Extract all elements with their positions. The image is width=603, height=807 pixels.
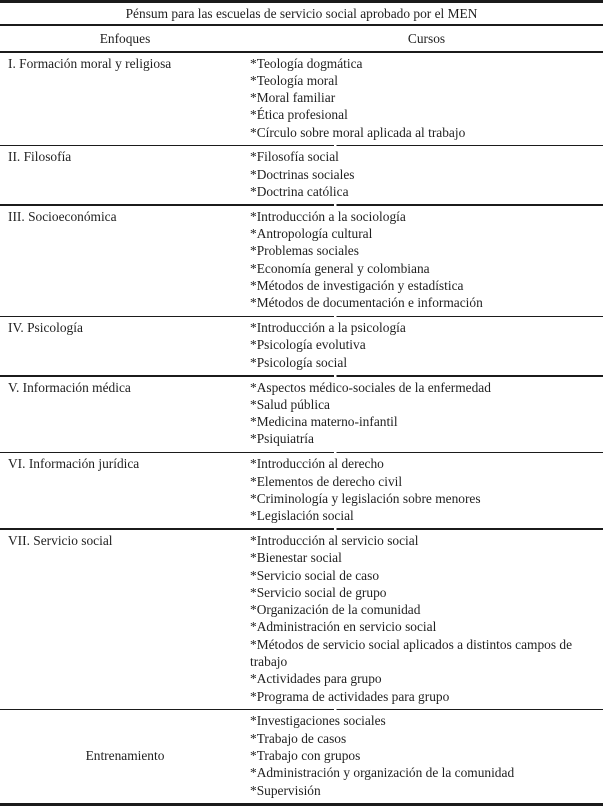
curso-item: *Psiquiatría <box>250 431 314 447</box>
column-header-cursos: Cursos <box>407 30 446 46</box>
curso-item: *Supervisión <box>250 782 321 798</box>
curso-item: *Economía general y colombiana <box>250 260 430 276</box>
curso-item: *Métodos de investigación y estadística <box>250 278 464 294</box>
curso-item: *Administración y organización de la comunidad <box>250 765 515 781</box>
curso-item: *Métodos de servicio social aplicados a distintos campos de trabajo <box>250 636 573 669</box>
table-row <box>0 530 603 709</box>
curso-item: *Doctrina católica <box>250 184 349 200</box>
curso-item: *Problemas sociales <box>250 243 359 259</box>
curso-item: *Aspectos médico-sociales de la enfermedad <box>250 379 491 395</box>
enfoque-cell: Entrenamiento <box>85 747 165 763</box>
table-bottom-rule <box>0 803 603 806</box>
curso-item: *Ética profesional <box>250 107 348 123</box>
curso-item: *Medicina materno-infantil <box>250 414 398 430</box>
curso-item: *Doctrinas sociales <box>250 166 355 182</box>
curso-item: *Salud pública <box>250 396 330 412</box>
curso-item: *Moral familiar <box>250 90 336 106</box>
cursos-cell <box>250 53 603 145</box>
cursos-cell <box>250 530 603 709</box>
curso-item: *Antropología cultural <box>250 226 373 242</box>
table-row <box>0 710 603 802</box>
cursos-cell <box>250 206 603 316</box>
curso-item: *Introducción al derecho <box>250 456 384 472</box>
enfoque-cell: II. Filosofía <box>8 149 72 165</box>
enfoque-cell: V. Información médica <box>8 379 131 395</box>
table-row <box>0 53 603 145</box>
table-body <box>0 53 603 803</box>
cursos-cell <box>250 453 603 528</box>
enfoque-cell: I. Formación moral y religiosa <box>8 55 172 71</box>
curso-item: *Teología dogmática <box>250 55 363 71</box>
table-row <box>0 206 603 316</box>
curso-item: *Métodos de documentación e información <box>250 295 483 311</box>
curso-item: *Organización de la comunidad <box>250 602 421 618</box>
curso-item: *Bienestar social <box>250 550 342 566</box>
enfoque-cell: VII. Servicio social <box>8 532 113 548</box>
cursos-cell <box>250 317 603 375</box>
curso-item: *Servicio social de caso <box>250 567 380 583</box>
curso-item: *Filosofía social <box>250 149 339 165</box>
table-row <box>0 453 603 528</box>
curso-item: *Teología moral <box>250 72 338 88</box>
table-title: Pénsum para las escuelas de servicio social aprobado por el MEN <box>125 5 478 21</box>
curso-item: *Elementos de derecho civil <box>250 473 403 489</box>
curso-item: *Introducción a la sociología <box>250 208 406 224</box>
cursos-cell <box>250 710 603 802</box>
column-header-enfoques: Enfoques <box>99 30 151 46</box>
cursos-cell <box>250 377 603 452</box>
table-row <box>0 317 603 375</box>
curso-item: *Servicio social de grupo <box>250 584 387 600</box>
curso-item: *Introducción al servicio social <box>250 532 419 548</box>
curso-item: *Trabajo con grupos <box>250 747 361 763</box>
enfoque-cell: III. Socioeconómica <box>8 208 117 224</box>
curso-item: *Legislación social <box>250 508 354 524</box>
curso-item: *Círculo sobre moral aplicada al trabajo <box>250 124 466 140</box>
cursos-cell <box>250 146 603 204</box>
enfoque-cell: IV. Psicología <box>8 320 83 336</box>
table-header-row <box>0 26 603 51</box>
table-row <box>0 377 603 452</box>
curso-item: *Trabajo de casos <box>250 730 347 746</box>
curso-item: *Administración en servicio social <box>250 619 437 635</box>
curso-item: *Psicología evolutiva <box>250 337 366 353</box>
curso-item: *Programa de actividades para grupo <box>250 688 450 704</box>
enfoque-cell: VI. Información jurídica <box>8 456 140 472</box>
curso-item: *Investigaciones sociales <box>250 713 386 729</box>
curso-item: *Psicología social <box>250 354 348 370</box>
curso-item: *Introducción a la psicología <box>250 320 406 336</box>
table-row <box>0 146 603 204</box>
curso-item: *Criminología y legislación sobre menores <box>250 490 481 506</box>
curso-item: *Actividades para grupo <box>250 671 382 687</box>
